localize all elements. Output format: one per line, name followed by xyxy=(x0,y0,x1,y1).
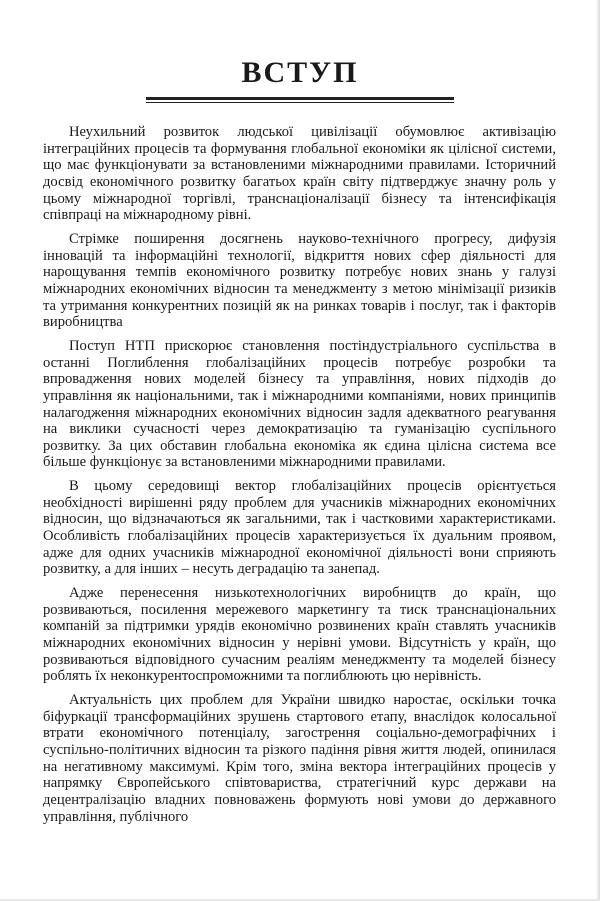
title-underline-thick xyxy=(146,97,454,100)
page-title: ВСТУП xyxy=(241,56,359,89)
paragraph: Поступ НТП прискорює становлення постіндустріального суспільства в останні Поглиблення глобалізаційних процесів потребує розробки та впровадження нових моделей бізнесу та управління, нових підходів до управління як національними, так і міжнародними компаніями, нових принципів налагодження міжнародних економічних відносин задля адекватного реагування на виклики сучасності через демократизацію та гуманізацію суспільного розвитку. За цих обставин глобальна економіка як єдина цілісна система все більше функціонує за встановленими міжнародними правилами. xyxy=(43,337,556,471)
paragraph: Адже перенесення низькотехнологічних виробництв до країн, що розвиваються, посилення мережевого маркетингу та тиск транснаціональних компаній за підтримки урядів економічно розвинених країн ставлять учасників міжнародних економічних відносин у нерівні умови. Відсутність у країн, що розвиваються відповідного сучасним реаліям менеджменту та моделей бізнесу роблять їх неконкурентоспроможними та поглиблюють цю нерівність. xyxy=(43,585,556,685)
heading-block xyxy=(0,58,600,103)
body-text xyxy=(43,124,556,832)
paragraph: Стрімке поширення досягнень науково-технічного прогресу, дифузія інновацій та інформаційні технології, відкриття нових сфер діяльності для нарощування темпів економічного розвитку потребує нових знань у галузі міжнародних економічних відносин та менеджменту з метою мінімізації ризиків та утримання конкурентних позицій як на ринках товарів і послуг, так і факторів виробництва xyxy=(43,230,556,331)
title-underline-thin xyxy=(146,102,454,103)
scan-edge-shadow xyxy=(596,0,600,901)
paragraph: Неухильний розвиток людської цивілізації обумовлює активізацію інтеграційних процесів та формування глобальної економіки як цілісної системи, що має функціонувати за встановленими міжнародними правилами. Історичний досвід економічного розвитку багатьох країн світу підтверджує значну роль у цьому міжнародної торгівлі, транснаціоналізації бізнесу та інтенсифікація співпраці на міжнародному рівні. xyxy=(43,124,556,224)
paragraph: В цьому середовищі вектор глобалізаційних процесів орієнтується необхідності вирішенні ряду проблем для учасників міжнародних економічних відносин, що відзначаються як загальними, так і частковими характеристиками. Особливість глобалізаційних процесів характеризується їх дуальним проявом, адже для одних учасників міжнародної економічної діяльності вони сприяють розвитку, а для інших – несуть деградацію та занепад. xyxy=(43,478,556,578)
paragraph: Актуальність цих проблем для України швидко наростає, оскільки точка біфуркації трансформаційних зрушень стартового етапу, внаслідок колосальної втрати економічного потенціалу, загострення соціально-демографічних і суспільно-політичних відносин та різкого падіння рівня життя людей, опинилася на негативному максимумі. Крім того, зміна вектора інтеграційних процесів у напрямку Європейського співтовариства, стратегічний курс держави на децентралізацію владних повноважень формують нові умови до державного управління, публічного xyxy=(43,692,556,825)
